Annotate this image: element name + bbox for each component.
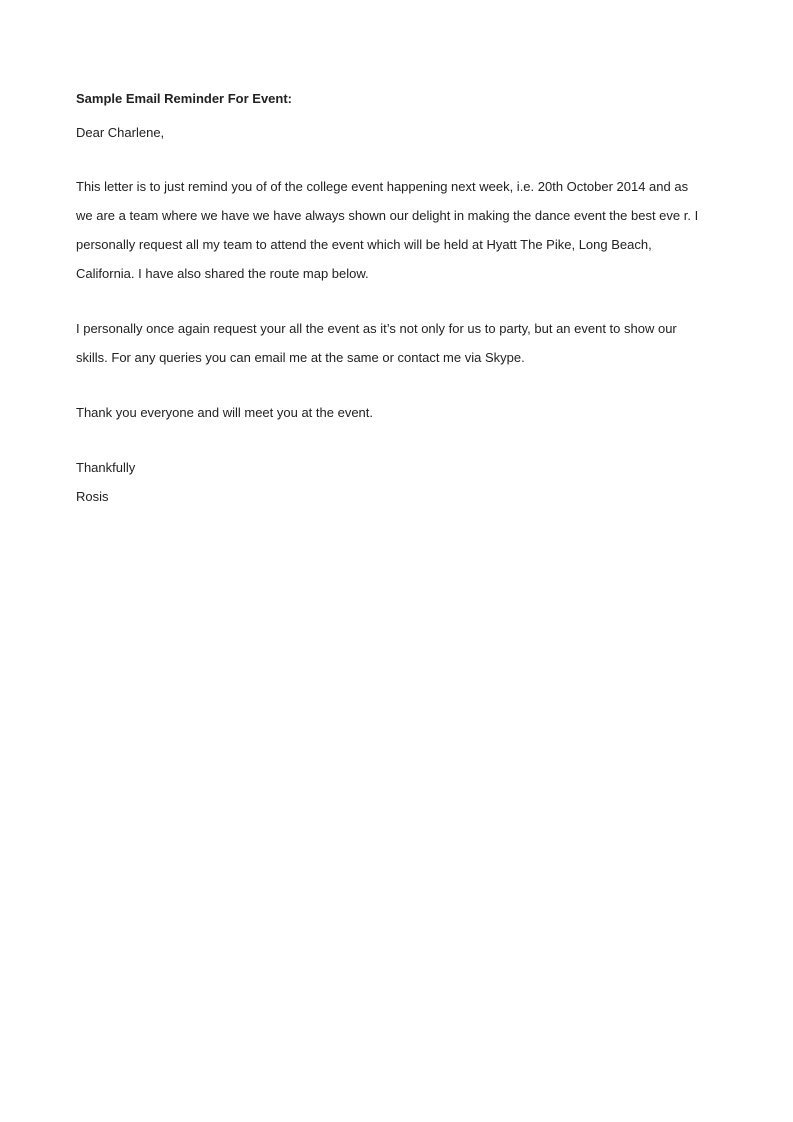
paragraph-line: personally request all my team to attend the event which will be held at Hyatt The Pike, Long Beach,	[76, 237, 652, 252]
paragraph-line: Thank you everyone and will meet you at the event.	[76, 405, 374, 420]
letter-title: Sample Email Reminder For Event:	[76, 91, 293, 106]
letter-greeting: Dear Charlene,	[76, 125, 165, 140]
paragraph-1	[76, 179, 716, 295]
paragraph-line: California. I have also shared the route map below.	[76, 266, 369, 281]
paragraph-line: we are a team where we have we have always shown our delight in making the dance event the best eve r. I	[76, 208, 699, 223]
paragraph-line: I personally once again request your all the event as it’s not only for us to party, but an event to show our	[76, 321, 677, 336]
paragraph-line: skills. For any queries you can email me at the same or contact me via Skype.	[76, 350, 525, 365]
letter-body	[76, 91, 716, 505]
letter-signature: Rosis	[76, 489, 109, 504]
paragraph-2	[76, 321, 716, 379]
paragraph-line: This letter is to just remind you of of the college event happening next week, i.e. 20th October 2014 and as	[76, 179, 689, 194]
paragraph-3	[76, 405, 716, 434]
letter-closing: Thankfully	[76, 460, 136, 475]
